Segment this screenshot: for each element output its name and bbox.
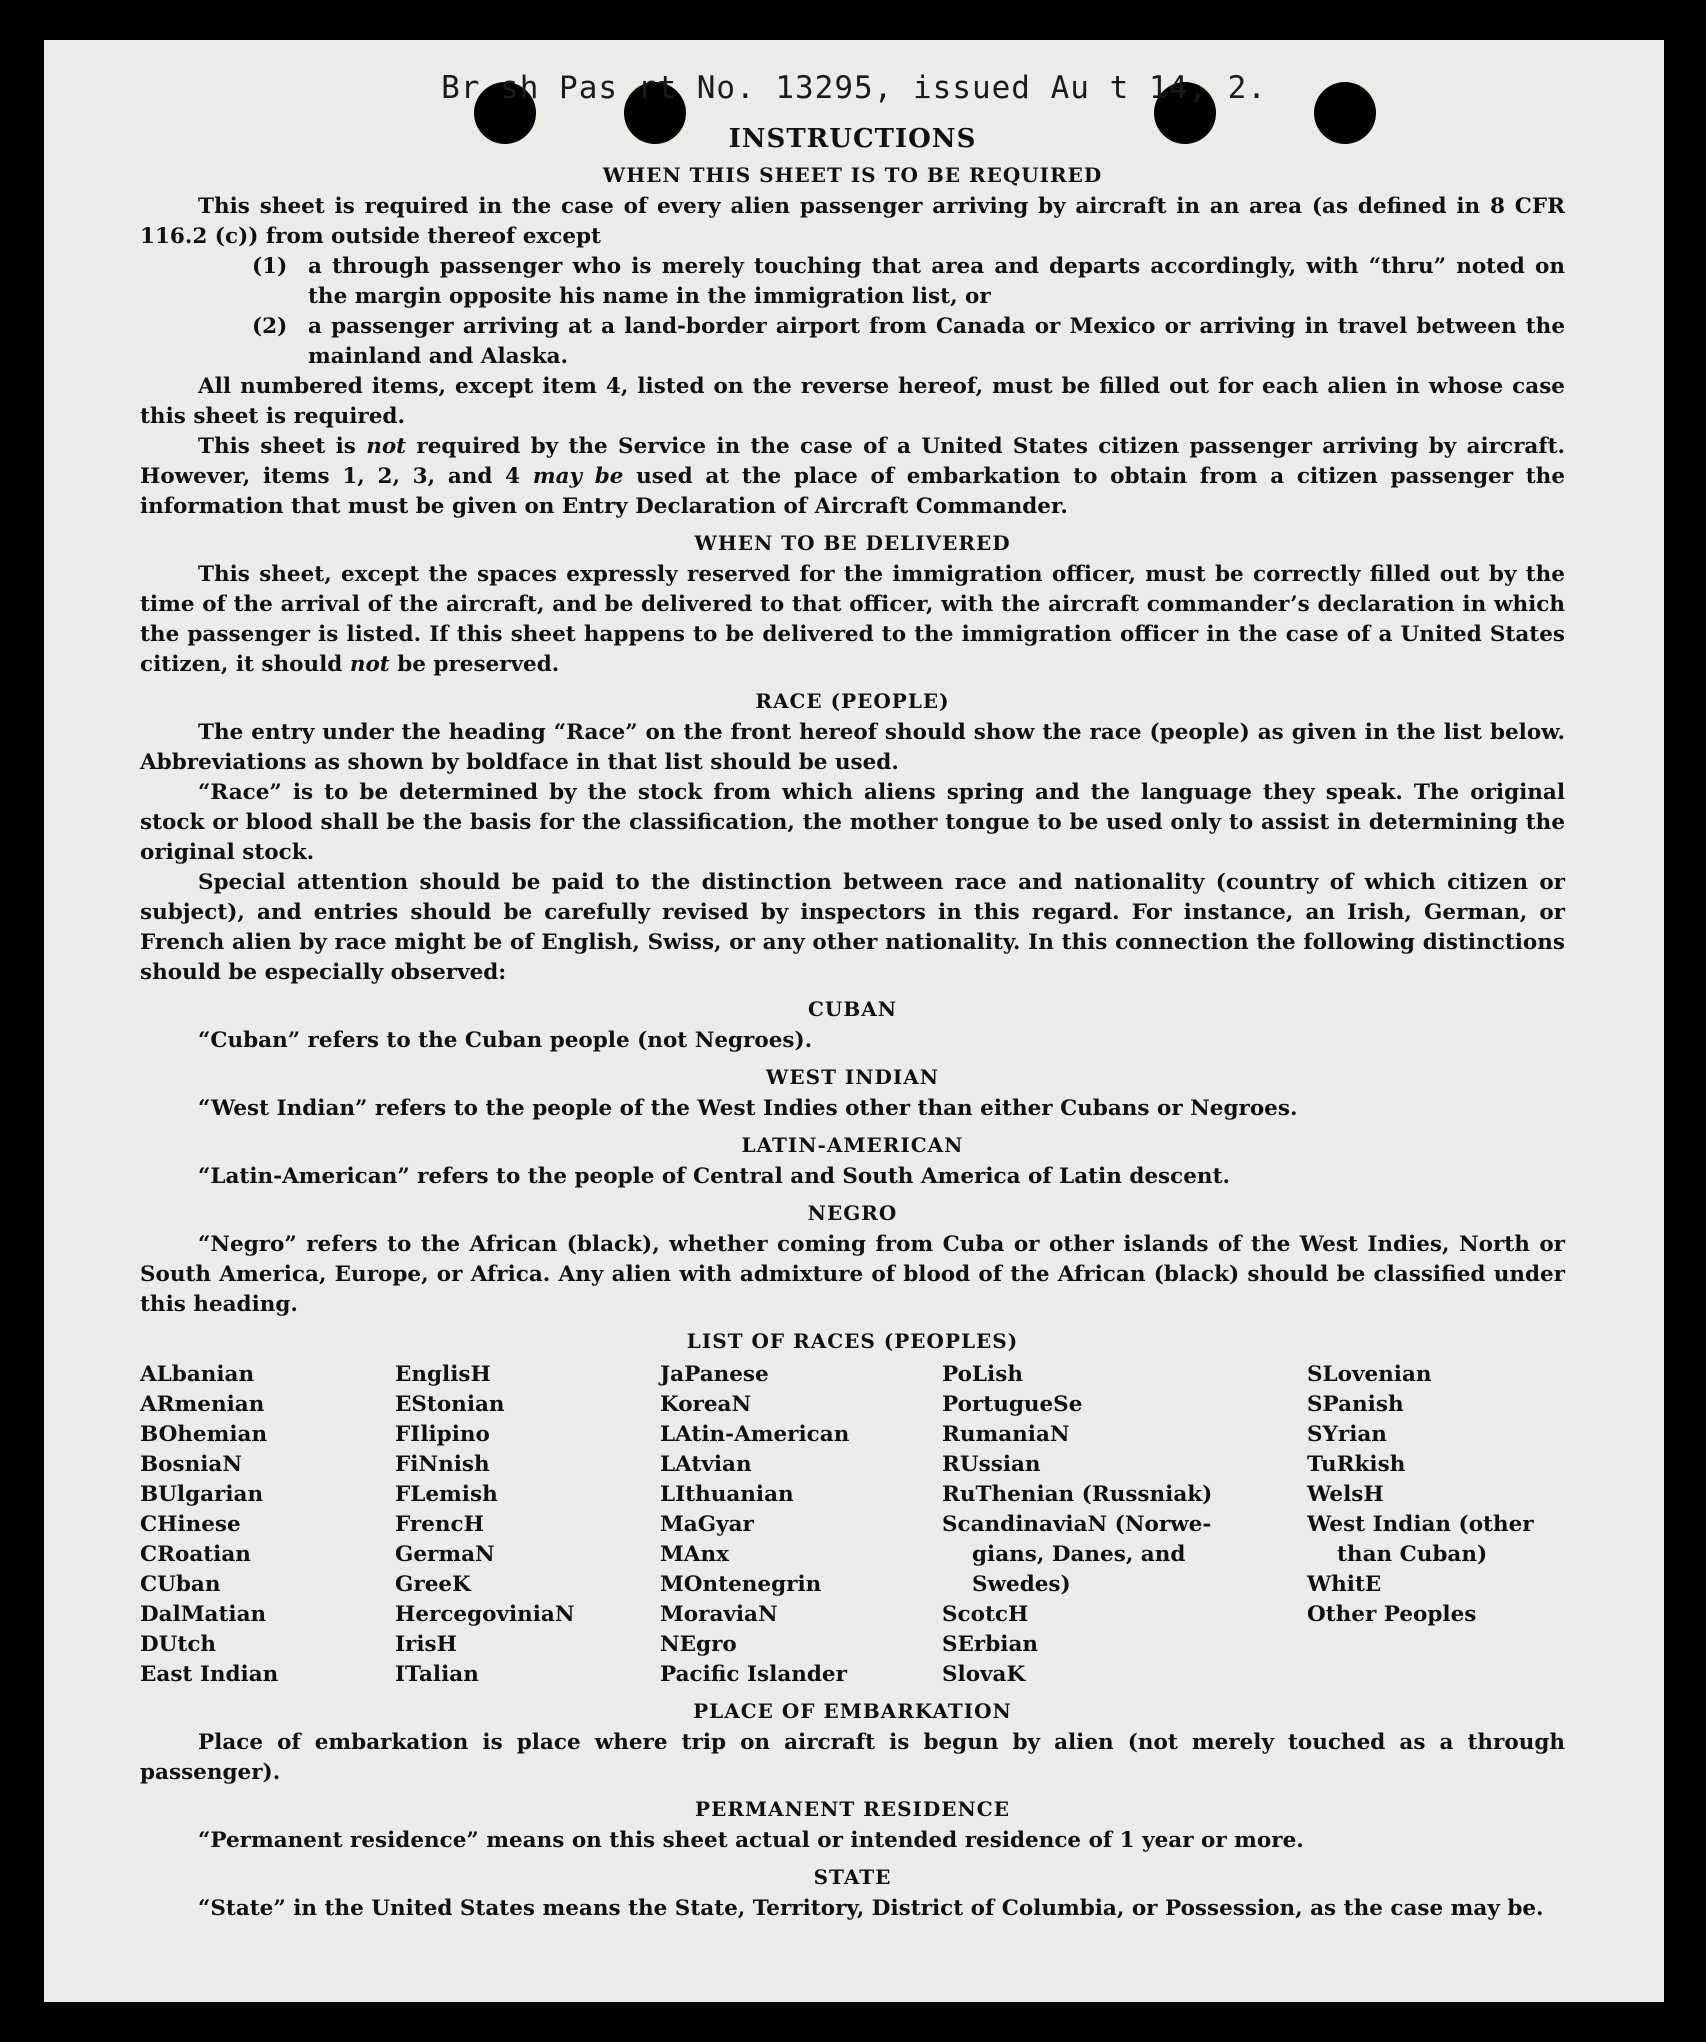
race-column-1 (140, 1360, 395, 1690)
text-run: This sheet is (198, 434, 367, 459)
race-entry: MaGyar (660, 1512, 754, 1537)
race-entry: ITalian (395, 1662, 479, 1687)
race-entry: FiNnish (395, 1452, 490, 1477)
race-entry: RuThenian (Russniak) (942, 1482, 1213, 1507)
race-entry: CUban (140, 1572, 221, 1597)
race-column-4 (942, 1360, 1307, 1690)
residence-text: “Permanent residence” means on this sheet actual or intended residence of 1 year or more. (198, 1828, 1304, 1853)
race-entry: than Cuban) (1337, 1542, 1488, 1567)
race-entry: CRoatian (140, 1542, 251, 1567)
exception-item-1 (252, 252, 1565, 312)
heading-when-delivered: WHEN TO BE DELIVERED (694, 531, 1011, 555)
race-entry: LIthuanian (660, 1482, 794, 1507)
race-entry: IrisH (395, 1632, 457, 1657)
text-run: This sheet, except the spaces expressly reserved for the immigration officer, must be correctly filled out by the time of the arrival of the aircraft, and be delivered to that officer, with the aircraft commander’s declaration in which the passenger is listed. If this sheet happens to be delivered to the immigration officer in the case of a United States citizen, it should (140, 562, 1565, 677)
passport-header: Br sh Pas rt No. 13295, issued Au t 14, 2. (441, 70, 1267, 106)
race-entry: SPanish (1307, 1392, 1404, 1417)
race-para-1: The entry under the heading “Race” on the front hereof should show the race (people) as given in the list below. Abbreviations as shown by boldface in that list should be used. (140, 720, 1565, 775)
state-text: “State” in the United States means the State, Territory, District of Columbia, or Possession, as the case may be. (198, 1896, 1544, 1921)
race-entry: HercegoviniaN (395, 1602, 575, 1627)
race-entry: FLemish (395, 1482, 498, 1507)
race-entry: gians, Danes, and (972, 1542, 1186, 1567)
delivered-para (140, 560, 1565, 680)
item-number: (1) (252, 254, 288, 279)
item-text: a passenger arriving at a land-border airport from Canada or Mexico or arriving in travel between the mainland and Alaska. (308, 314, 1565, 369)
race-entry: KoreaN (660, 1392, 752, 1417)
latin-american-text: “Latin-American” refers to the people of Central and South America of Latin descent. (198, 1164, 1230, 1189)
race-entry: NEgro (660, 1632, 737, 1657)
negro-text: “Negro” refers to the African (black), whether coming from Cuba or other islands of the West Indies, North or South America, Europe, or Africa. Any alien with admixture of blood of the African (black) should be classified under this heading. (140, 1232, 1565, 1317)
race-entry: EStonian (395, 1392, 505, 1417)
west-indian-text: “West Indian” refers to the people of the West Indies other than either Cubans or Negroes. (198, 1096, 1298, 1121)
race-column-3 (660, 1360, 942, 1690)
race-entry: WelsH (1307, 1482, 1384, 1507)
item-number: (2) (252, 314, 288, 339)
race-entry: FIlipino (395, 1422, 490, 1447)
race-entry: SErbian (942, 1632, 1039, 1657)
cuban-text: “Cuban” refers to the Cuban people (not Negroes). (198, 1028, 813, 1053)
emphasis: may be (532, 464, 624, 489)
race-entry: East Indian (140, 1662, 279, 1687)
race-entry: Pacific Islander (660, 1662, 847, 1687)
race-entry: BOhemian (140, 1422, 268, 1447)
race-entry: EnglisH (395, 1362, 491, 1387)
race-entry: SLovenian (1307, 1362, 1432, 1387)
race-entry: CHinese (140, 1512, 241, 1537)
text-run: used at the place of embarkation to obtain from a citizen passenger the information that must be given on Entry Declaration of Aircraft Commander. (140, 464, 1565, 519)
race-entry: SlovaK (942, 1662, 1026, 1687)
race-entry: BUlgarian (140, 1482, 264, 1507)
heading-when-required: WHEN THIS SHEET IS TO BE REQUIRED (602, 163, 1103, 187)
race-column-2 (395, 1360, 660, 1690)
race-entry: RumaniaN (942, 1422, 1070, 1447)
text-run: be preserved. (389, 652, 560, 677)
race-entry: ScandinaviaN (Norwe- (942, 1512, 1212, 1537)
race-entry: DalMatian (140, 1602, 267, 1627)
race-entry: FrencH (395, 1512, 484, 1537)
race-entry: WhitE (1307, 1572, 1382, 1597)
race-entry: West Indian (other (1307, 1512, 1534, 1537)
heading-negro: NEGRO (807, 1201, 898, 1225)
race-entry: DUtch (140, 1632, 217, 1657)
heading-cuban: CUBAN (807, 997, 898, 1021)
race-entry: ALbanian (140, 1362, 255, 1387)
required-para-3 (140, 432, 1565, 522)
text-run: required by the Service in the case of a United States citizen passenger arriving by aircraft. However, items 1, 2, 3, and 4 (140, 434, 1566, 489)
race-para-3: Special attention should be paid to the distinction between race and nationality (country of which citizen or subject), and entries should be carefully revised by inspectors in this regard. For instance, an Irish, German, or French alien by race might be of English, Swiss, or any other nationality. In this connection the following distinctions should be especially observed: (140, 870, 1565, 985)
race-list (140, 1360, 1565, 1690)
race-entry: JaPanese (660, 1362, 769, 1387)
race-entry: MAnx (660, 1542, 729, 1567)
race-entry: SYrian (1307, 1422, 1387, 1447)
race-entry: ScotcH (942, 1602, 1029, 1627)
emphasis: not (349, 652, 390, 677)
required-intro: This sheet is required in the case of every alien passenger arriving by aircraft in an area (as defined in 8 CFR 116.2 (c)) from outside thereof except (140, 194, 1565, 249)
race-entry: LAtvian (660, 1452, 752, 1477)
race-para-2: “Race” is to be determined by the stock from which aliens spring and the language they speak. The original stock or blood shall be the basis for the classification, the mother tongue to be used only to assist in determining the original stock. (140, 780, 1565, 865)
heading-list-of-races: LIST OF RACES (PEOPLES) (686, 1329, 1019, 1353)
heading-state: STATE (813, 1865, 892, 1889)
race-entry: TuRkish (1307, 1452, 1406, 1477)
race-entry: RUssian (942, 1452, 1041, 1477)
emphasis: not (366, 434, 407, 459)
race-entry: MOntenegrin (660, 1572, 822, 1597)
heading-latin-american: LATIN-AMERICAN (741, 1133, 964, 1157)
race-entry: PoLish (942, 1362, 1023, 1387)
exception-item-2 (252, 312, 1565, 372)
heading-west-indian: WEST INDIAN (765, 1065, 940, 1089)
race-entry: ARmenian (140, 1392, 265, 1417)
race-column-5 (1307, 1360, 1565, 1690)
heading-race: RACE (PEOPLE) (755, 689, 950, 713)
race-entry: PortugueSe (942, 1392, 1083, 1417)
race-entry: MoraviaN (660, 1602, 778, 1627)
page-title: INSTRUCTIONS (728, 124, 977, 154)
heading-place-of-embarkation: PLACE OF EMBARKATION (693, 1699, 1012, 1723)
race-entry: Other Peoples (1307, 1602, 1477, 1627)
embarkation-text: Place of embarkation is place where trip on aircraft is begun by alien (not merely touched as a through passenger). (140, 1730, 1565, 1785)
document-page (44, 40, 1664, 2002)
race-entry: Swedes) (972, 1572, 1071, 1597)
instructions-body (140, 120, 1565, 1924)
race-entry: GermaN (395, 1542, 495, 1567)
required-para-2: All numbered items, except item 4, listed on the reverse hereof, must be filled out for each alien in whose case this sheet is required. (140, 374, 1565, 429)
item-text: a through passenger who is merely touching that area and departs accordingly, with “thru” noted on the margin opposite his name in the immigration list, or (308, 254, 1565, 309)
heading-permanent-residence: PERMANENT RESIDENCE (695, 1797, 1010, 1821)
race-entry: GreeK (395, 1572, 471, 1597)
race-entry: BosniaN (140, 1452, 242, 1477)
race-entry: LAtin-American (660, 1422, 850, 1447)
